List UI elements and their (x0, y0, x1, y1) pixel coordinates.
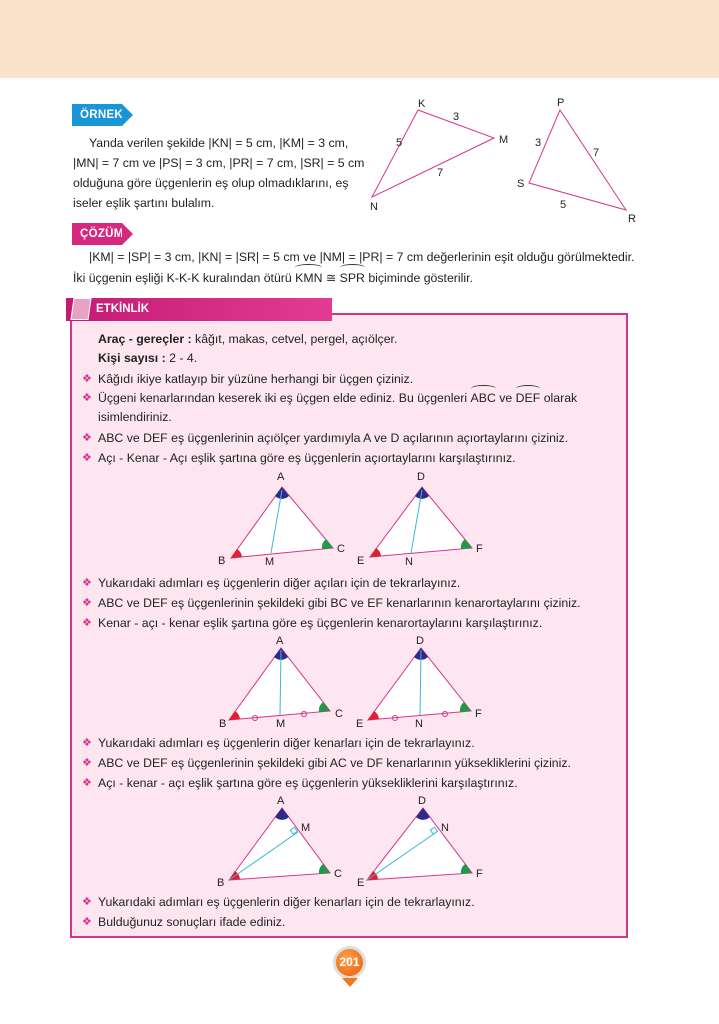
list-item: Açı - Kenar - Açı eşlik şartına göre eş üçgenlerin açıortaylarını karşılaştırınız. (98, 451, 516, 465)
text: olarak (540, 391, 578, 405)
bullet-icon: ❖ (82, 392, 92, 404)
vertex-label: M (265, 556, 275, 568)
page-number: 201 (333, 946, 366, 979)
side-label: 3 (535, 137, 542, 149)
vertex-label: F (476, 868, 483, 880)
median-figure (219, 635, 482, 730)
text: biçiminde gösterilir. (364, 271, 473, 285)
vertex-label: D (416, 635, 424, 647)
list-item: Kâğıdı ikiye katlayıp bir yüzüne herhangi bir üçgen çiziniz. (98, 372, 414, 386)
vertex-label: A (277, 471, 285, 483)
ornek-label: ÖRNEK (72, 104, 122, 126)
triangle-kmn: KMN (295, 268, 322, 289)
bullet-icon: ❖ (82, 577, 92, 589)
bullet-icon: ❖ (82, 896, 92, 908)
people-value: 2 - 4. (165, 351, 198, 365)
triangle-abc: ABC (470, 391, 496, 405)
vertex-label: B (218, 555, 226, 567)
bisector-figure (218, 471, 483, 568)
side-label: 7 (437, 167, 444, 179)
vertex-label: N (405, 556, 413, 568)
list-item: Bulduğunuz sonuçları ifade ediniz. (98, 915, 286, 929)
vertex-label: F (476, 543, 483, 555)
list-item: ABC ve DEF eş üçgenlerinin şekildeki gibi BC ve EF kenarlarının kenarortaylarını çiziniz. (98, 596, 581, 610)
vertex-label: A (277, 795, 285, 807)
vertex-label: C (334, 868, 342, 880)
vertex-label: D (418, 795, 426, 807)
people-label: Kişi sayısı : (98, 351, 166, 365)
side-label: 5 (560, 199, 567, 211)
vertex-label: F (475, 708, 482, 720)
bullet-icon: ❖ (82, 597, 92, 609)
vertex-label: M (499, 134, 509, 146)
side-label: 3 (453, 111, 460, 123)
bullet-icon: ❖ (82, 757, 92, 769)
text: İki üçgenin eşliği K-K-K kuralından ötürü (73, 271, 296, 285)
ornek-line: iseler eşlik şartını bulalım. (73, 196, 215, 210)
ornek-line: |MN| = 7 cm ve |PS| = 3 cm, |PR| = 7 cm, |SR| = 5 cm (73, 156, 365, 170)
list-item: Açı - kenar - açı eşlik şartına göre eş üçgenlerin yüksekliklerini karşılaştırınız. (98, 776, 518, 790)
altitude-figure (217, 795, 483, 889)
bullet-icon: ❖ (82, 777, 92, 789)
vertex-label: E (357, 877, 365, 889)
vertex-label: N (415, 718, 423, 730)
cozum-line: |KM| = |SP| = 3 cm, |KN| = |SR| = 5 cm ve |NM| = |PR| = 7 cm değerlerinin eşit olduğu görülmektedir. (89, 250, 635, 264)
triangle-spr-figure (517, 97, 636, 225)
vertex-label: M (301, 822, 311, 834)
vertex-label: E (356, 718, 364, 730)
page-marker-arrow-icon (342, 978, 358, 987)
triangle-kmn-figure (370, 98, 508, 213)
side-label: 5 (396, 137, 403, 149)
list-item: Yukarıdaki adımları eş üçgenlerin diğer kenarları için de tekrarlayınız. (98, 895, 475, 909)
cozum-label: ÇÖZÜM (72, 223, 122, 245)
vertex-label: N (370, 201, 378, 213)
list-item: Yukarıdaki adımları eş üçgenlerin diğer açıları için de tekrarlayınız. (98, 576, 461, 590)
vertex-label: N (441, 822, 449, 834)
vertex-label: C (335, 708, 343, 720)
list-item-continued: isimlendiriniz. (98, 410, 172, 424)
bullet-icon: ❖ (82, 617, 92, 629)
text: Üçgeni kenarlarından keserek iki eş üçgen elde ediniz. Bu üçgenleri (98, 391, 471, 405)
triangle-def: DEF (515, 391, 541, 405)
vertex-label: E (357, 555, 365, 567)
list-item: Kenar - açı - kenar eşlik şartına göre eş üçgenlerin kenarortaylarını karşılaştırınız. (98, 616, 543, 630)
bullet-icon: ❖ (82, 373, 92, 385)
side-label: 7 (593, 147, 600, 159)
congruent-symbol: ≅ (322, 271, 340, 285)
etkinlik-header: ETKİNLİK (66, 298, 332, 321)
bullet-icon: ❖ (82, 432, 92, 444)
triangle-spr: SPR (340, 268, 365, 289)
list-item: ABC ve DEF eş üçgenlerinin açıölçer yardımıyla A ve D açılarının açıortaylarını çiziniz. (98, 431, 569, 445)
list-item: Yukarıdaki adımları eş üçgenlerin diğer kenarları için de tekrarlayınız. (98, 736, 475, 750)
ornek-line: Yanda verilen şekilde |KN| = 5 cm, |KM| = 3 cm, (89, 136, 349, 150)
bullet-icon: ❖ (82, 916, 92, 928)
vertex-label: D (417, 471, 425, 483)
bullet-icon: ❖ (82, 737, 92, 749)
vertex-label: P (557, 97, 565, 109)
vertex-label: C (337, 543, 345, 555)
vertex-label: B (219, 718, 227, 730)
vertex-label: K (418, 98, 426, 110)
vertex-label: S (517, 178, 525, 190)
vertex-label: M (276, 718, 286, 730)
vertex-label: R (628, 213, 636, 225)
ornek-line: olduğuna göre üçgenlerin eş olup olmadıklarını, eş (73, 176, 349, 190)
materials-label: Araç - gereçler : (98, 332, 192, 346)
list-item: ABC ve DEF eş üçgenlerinin şekildeki gibi AC ve DF kenarlarının yüksekliklerini çiziniz. (98, 756, 571, 770)
vertex-label: A (276, 635, 284, 647)
text: ve (495, 391, 516, 405)
materials-value: kâğıt, makas, cetvel, pergel, açıölçer. (191, 332, 398, 346)
bullet-icon: ❖ (82, 452, 92, 464)
vertex-label: B (217, 877, 225, 889)
